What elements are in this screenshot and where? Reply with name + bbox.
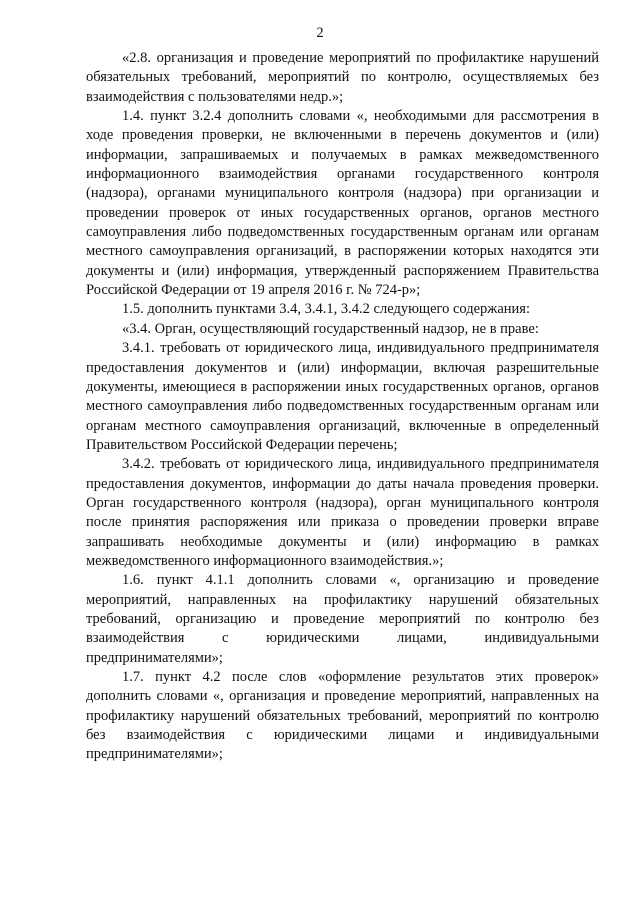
page-number: 2 xyxy=(316,25,324,41)
paragraph-2-8: «2.8. организация и проведение мероприятий по профилактике нарушений обязательных требований, мероприятий по контролю, осуществляемых без взаимодействия с пользователями недр.»; xyxy=(86,50,599,105)
paragraph-1-4: 1.4. пункт 3.2.4 дополнить словами «, необходимыми для рассмотрения в ходе проведения проверки, не включенными в перечень документов и (или) информации, запрашиваемых и получаемых в рамках межведомственного информационного взаимодействия органами государственного контроля (надзора), органами муниципального контроля (надзора) при организации и проведении проверок от иных государственных органов, органов местного самоуправления либо подведомственных государственным органам или органам местного самоуправления организаций, в распоряжении которых находятся эти документы и (или) информация, утвержденный распоряжением Правительства Российской Федерации от 19 апреля 2016 г. № 724-р»; xyxy=(86,108,599,299)
paragraph-1-7: 1.7. пункт 4.2 после слов «оформление результатов этих проверок» дополнить словами «, организация и проведение мероприятий, направленных на профилактику нарушений обязательных требований, мероприятий по контролю без взаимодействия с юридическими лицами и индивидуальными предпринимателями»; xyxy=(86,669,599,763)
document-body xyxy=(86,49,599,765)
paragraph-1-6: 1.6. пункт 4.1.1 дополнить словами «, организацию и проведение мероприятий, направленных на профилактику нарушений обязательных требований, организацию и проведение мероприятий по контролю без взаимодействия с юридическими лицами, индивидуальными предпринимателями»; xyxy=(86,572,599,666)
paragraph-3-4-1: 3.4.1. требовать от юридического лица, индивидуального предпринимателя предоставления документов и (или) информации, включая разрешительные документы, имеющиеся в распоряжении иных государственных органов, органов местного самоуправления либо подведомственных государственным органам или органам местного самоуправления организаций, включенные в определенный Правительством Российской Федерации перечень; xyxy=(86,340,599,453)
paragraph-1-5: 1.5. дополнить пунктами 3.4, 3.4.1, 3.4.2 следующего содержания: xyxy=(122,301,530,318)
paragraph-3-4: «3.4. Орган, осуществляющий государственный надзор, не в праве: xyxy=(122,320,539,337)
paragraph-3-4-2: 3.4.2. требовать от юридического лица, индивидуального предпринимателя предоставления документов, информации до даты начала проведения проверки. Орган государственного контроля (надзора), орган муниципального контроля после принятия распоряжения или приказа о проведении проверки вправе запрашивать необходимые документы и (или) информацию в рамках межведомственного информационного взаимодействия.»; xyxy=(86,456,599,569)
